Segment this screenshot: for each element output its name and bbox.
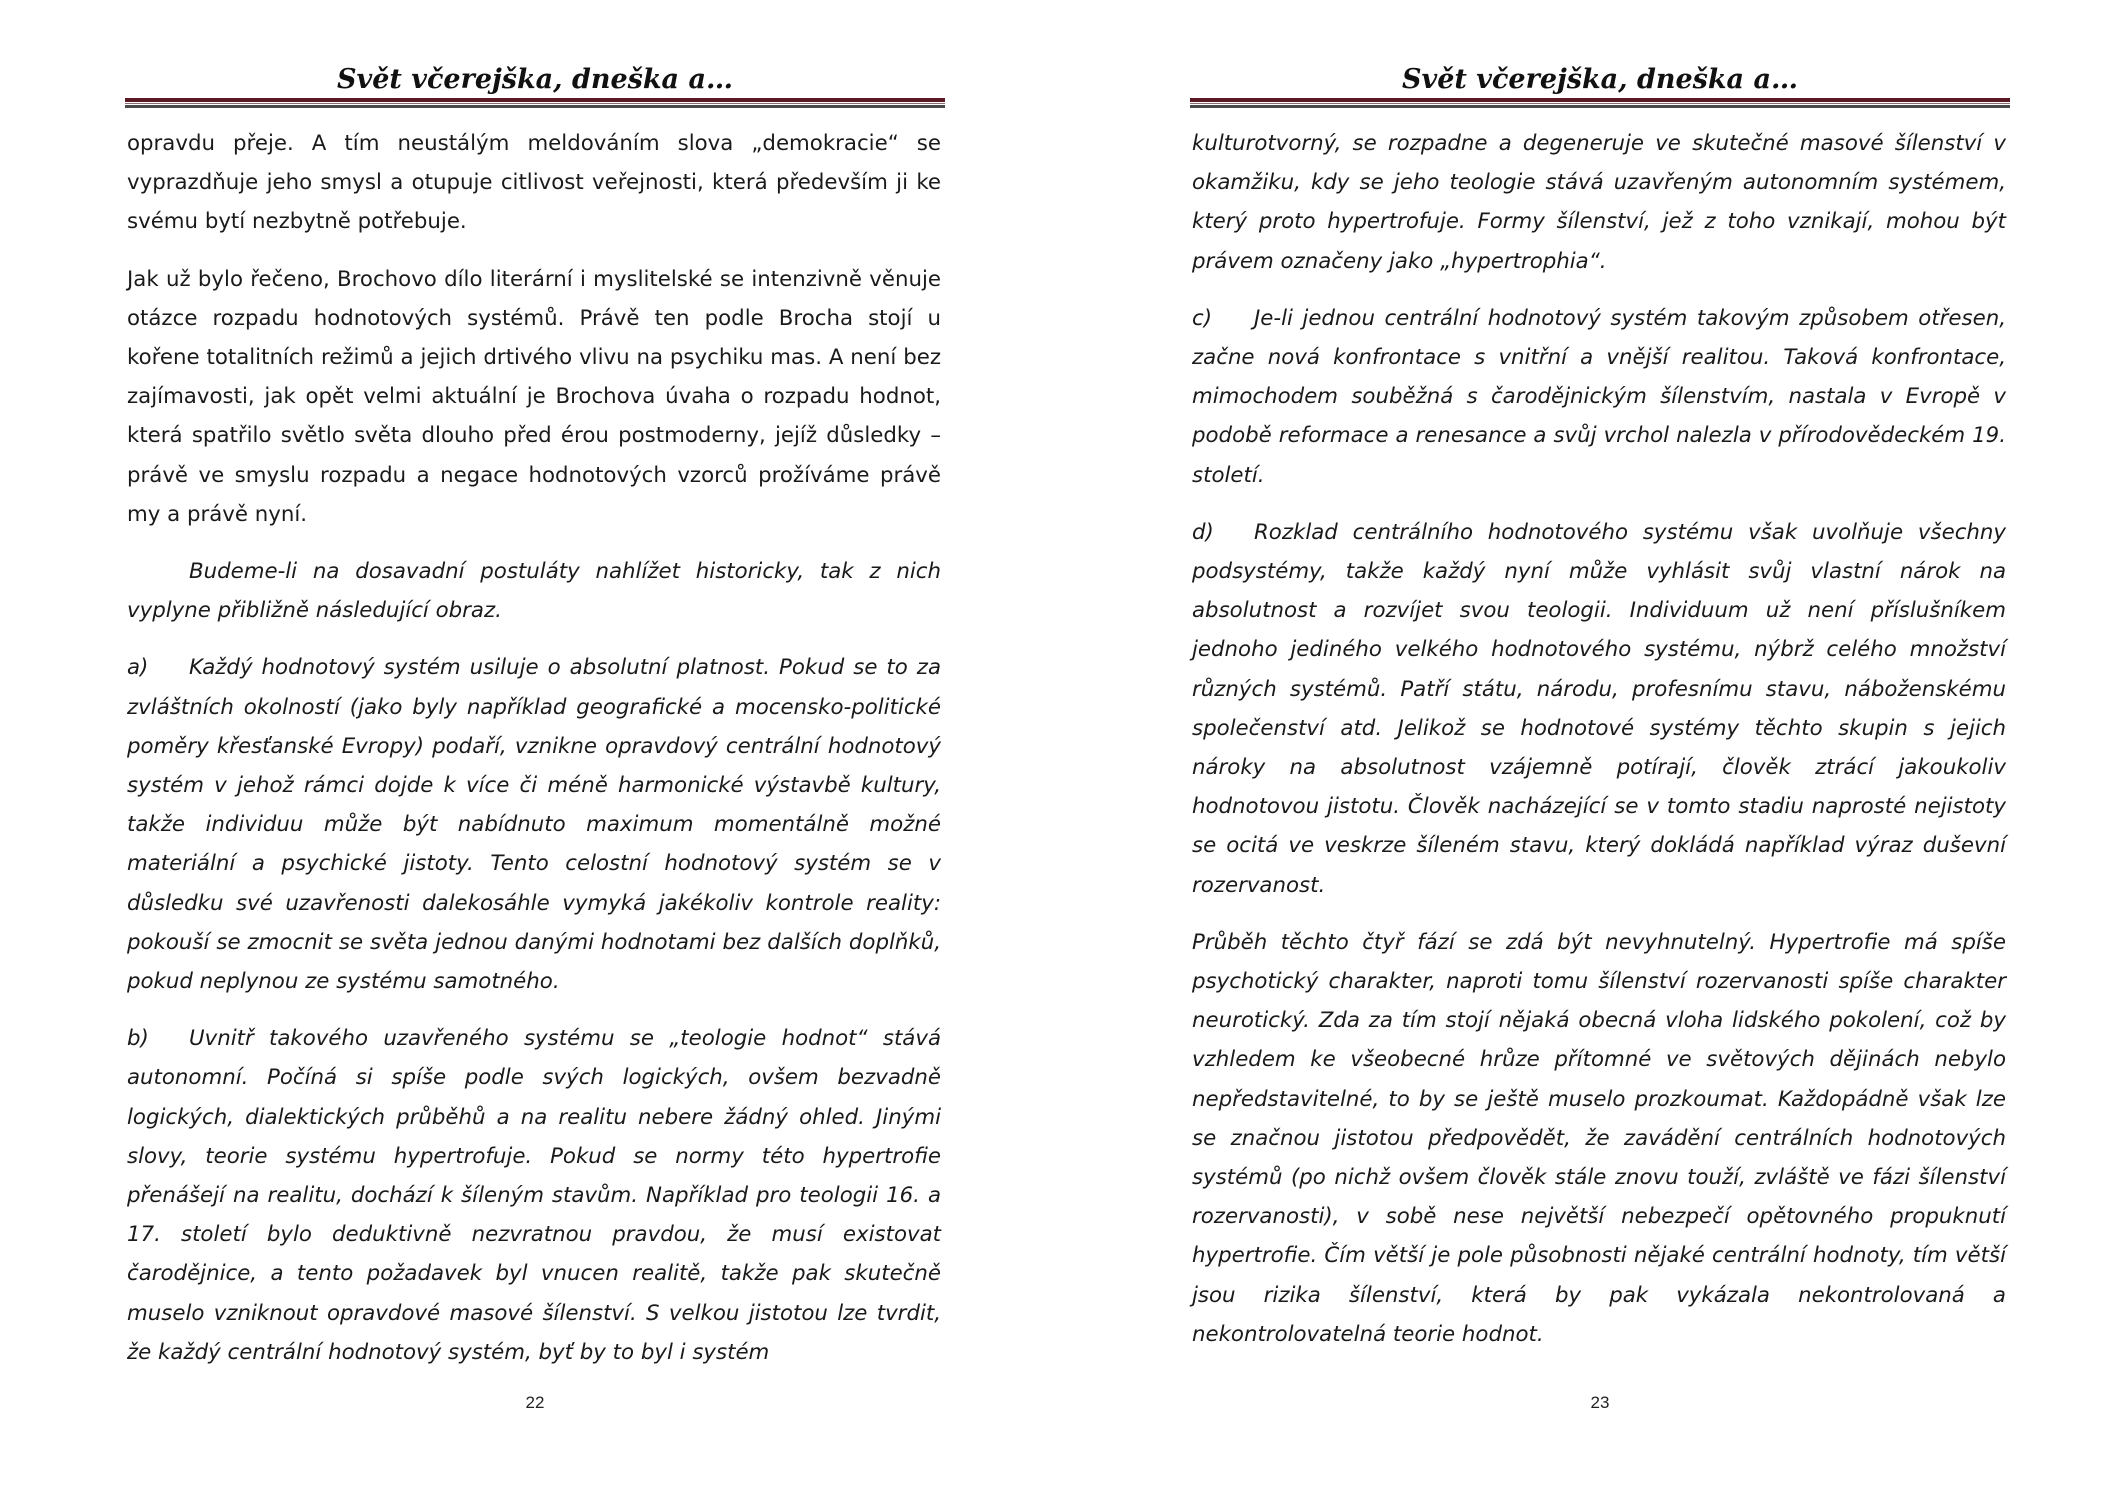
header-rule-base — [1190, 105, 2010, 108]
list-item-text: Je-li jednou centrální hodnotový systém takovým způsobem otřesen, začne nová konfrontace s vnitřní a vnější realitou. Taková konfrontace, mimochodem souběžná s čarodějnickým šílenstvím, nastala v Evropě v podobě reformace a renesance a svůj vrchol nalezla v přírodovědeckém 19. století. — [1192, 305, 2006, 488]
paragraph: opravdu přeje. A tím neustálým meldováním slova „demokracie“ se vyprazdňuje jeho smysl a otupuje citlivost veřejnosti, která především ji ke svému bytí nezbytně potřebuje. — [127, 131, 941, 235]
list-label: a) — [127, 655, 149, 681]
list-item-paragraph — [127, 648, 941, 1001]
header-rule — [1190, 98, 2010, 108]
right-page — [1190, 0, 2010, 1500]
header-rule-base — [125, 105, 945, 108]
list-label: c) — [1192, 305, 1213, 331]
paragraph: kulturotvorný, se rozpadne a degeneruje ve skutečné masové šílenství v okamžiku, kdy se jeho teologie stává uzavřeným autonomním systémem, který proto hypertrofuje. Formy šílenství, jež z toho vznikají, mohou být právem označeny jako „hypertrophia“. — [1192, 131, 2006, 274]
page-number: 22 — [525, 1393, 545, 1412]
list-label: b) — [127, 1026, 149, 1052]
list-item-paragraph — [127, 1019, 941, 1372]
body-text — [1192, 124, 2006, 1372]
header-rule-thick — [125, 98, 945, 102]
page-number: 23 — [1590, 1393, 1610, 1412]
paragraph: Jak už bylo řečeno, Brochovo dílo literární i myslitelské se intenzivně věnuje otázce rozpadu hodnotových systémů. Právě ten podle Brocha stojí u kořene totalitních režimů a jejich drtivého vlivu na psychiku mas. A není bez zajímavosti, jak opět velmi aktuální je Brochova úvaha o rozpadu hodnot, která spatřilo světlo světa dlouho před érou postmoderny, jejíž důsledky – právě ve smyslu rozpadu a negace hodnotových vzorců prožíváme právě my a právě nyní. — [127, 266, 941, 527]
list-item-text: Uvnitř takového uzavřeného systému se „teologie hodnot“ stává autonomní. Počíná si spíše podle svých logických, ovšem bezvadně logických, dialektických průběhů a na realitu nebere žádný ohled. Jinými slovy, teorie systému hypertrofuje. Pokud se normy této hypertrofie přenášejí na realitu, dochází k šíleným stavům. Například pro teologii 16. a 17. století bylo deduktivně nezvratnou pravdou, že musí existovat čarodějnice, a tento požadavek byl vnucen realitě, takže pak skutečně muselo vzniknout opravdové masové šílenství. S velkou jistotou lze tvrdit, že každý centrální hodnotový systém, byť by to byl i systém — [127, 1026, 941, 1365]
list-item-paragraph — [1192, 513, 2006, 905]
header-rule-thin — [125, 103, 945, 104]
paragraph: Budeme-li na dosavadní postuláty nahlížet historicky, tak z nich vyplyne přibližně následující obraz. — [127, 559, 941, 624]
list-item-paragraph — [1192, 299, 2006, 495]
running-head: Svět včerejška, dneška a… — [337, 64, 733, 95]
left-page — [125, 0, 945, 1500]
running-head: Svět včerejška, dneška a… — [1402, 64, 1798, 95]
body-text — [127, 124, 941, 1390]
header-rule-thick — [1190, 98, 2010, 102]
header-rule — [125, 98, 945, 108]
header-rule-thin — [1190, 103, 2010, 104]
list-label: d) — [1192, 519, 1214, 545]
paragraph: Průběh těchto čtyř fází se zdá být nevyhnutelný. Hypertrofie má spíše psychotický charakter, naproti tomu šílenství rozervanosti spíše charakter neurotický. Zda za tím stojí nějaká obecná vloha lidského pokolení, což by vzhledem ke všeobecné hrůze přítomné ve světových dějinách nebylo nepředstavitelné, to by se ještě muselo prozkoumat. Každopádně však lze se značnou jistotou předpovědět, že zavádění centrálních hodnotových systémů (po nichž ovšem člověk stále znovu touží, zvláště ve fázi šílenství rozervanosti), v sobě nese největší nebezpečí opětovného propuknutí hypertrofie. Čím větší je pole působnosti nějaké centrální hodnoty, tím větší jsou rizika šílenství, která by pak vykázala nekontrolovaná a nekontrolovatelná teorie hodnot. — [1192, 929, 2006, 1347]
list-item-text: Rozklad centrálního hodnotového systému však uvolňuje všechny podsystémy, takže každý nyní může vyhlásit svůj vlastní nárok na absolutnost a rozvíjet svou teologii. Individuum už není příslušníkem jednoho jediného velkého hodnotového systému, nýbrž celého množství různých systémů. Patří státu, národu, profesnímu stavu, náboženskému společenství atd. Jelikož se hodnotové systémy těchto skupin s jejich nároky na absolutnost vzájemně potírají, člověk ztrácí jakoukoliv hodnotovou jistotu. Člověk nacházející se v tomto stadiu naprosté nejistoty se ocitá ve veskrze šíleném stavu, který dokládá například výraz duševní rozervanost. — [1192, 519, 2006, 898]
list-item-text: Každý hodnotový systém usiluje o absolutní platnost. Pokud se to za zvláštních okolností (jako byly například geografické a mocensko-politické poměry křesťanské Evropy) podaří, vznikne opravdový centrální hodnotový systém v jehož rámci dojde k více či méně harmonické výstavbě kultury, takže individuu může být nabídnuto maximum momentálně možné materiální a psychické jistoty. Tento celostní hodnotový systém se v důsledku své uzavřenosti dalekosáhle vymyká jakékoliv kontrole reality: pokouší se zmocnit se světa jednou danými hodnotami bez dalších doplňků, pokud neplynou ze systému samotného. — [127, 655, 941, 995]
